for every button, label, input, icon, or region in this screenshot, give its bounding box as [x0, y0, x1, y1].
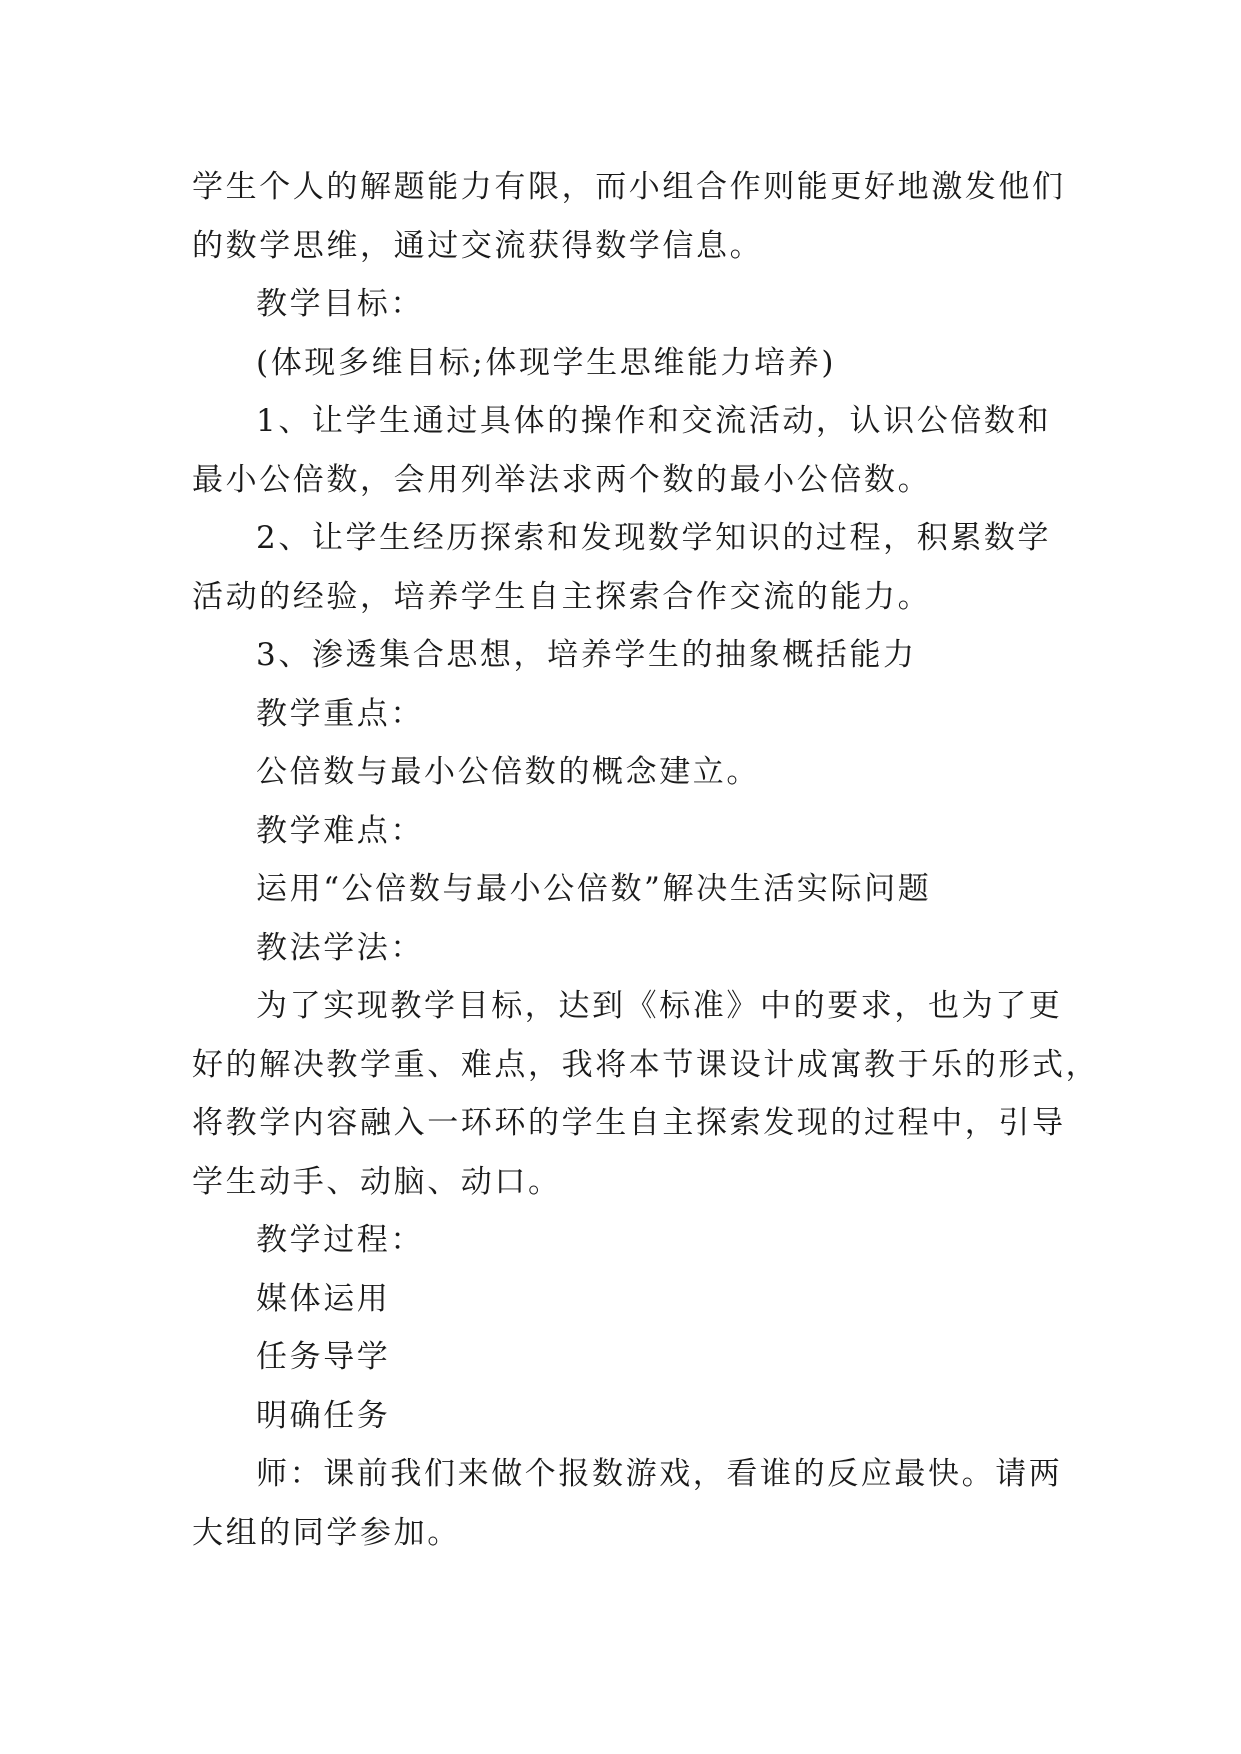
list-item: 3、渗透集合思想，培养学生的抽象概括能力 [256, 637, 917, 673]
text-line: 活动的经验，培养学生自主探索合作交流的能力。 [192, 578, 932, 615]
text-line: 将教学内容融入一环环的学生自主探索发现的过程中，引导 [192, 1105, 1066, 1141]
text-line: 的数学思维，通过交流获得数学信息。 [192, 227, 764, 264]
text-line: 公倍数与最小公倍数的概念建立。 [256, 754, 760, 790]
section-heading-difficulties: 教学难点： [256, 812, 424, 849]
list-item: 2、让学生经历探索和发现数学知识的过程，积累数学 [256, 520, 1052, 556]
text-line: 好的解决教学重、难点，我将本节课设计成寓教于乐的形式， [192, 1046, 1100, 1083]
section-heading-key-points: 教学重点： [256, 695, 424, 732]
text-line: 为了实现教学目标，达到《标准》中的要求，也为了更 [256, 988, 1063, 1024]
text-line: 学生动手、动脑、动口。 [192, 1163, 562, 1200]
section-heading-methods: 教法学法： [256, 929, 424, 966]
text-line: 任务导学 [256, 1339, 391, 1375]
text-line: 明确任务 [256, 1397, 391, 1434]
text-line: 媒体运用 [256, 1280, 391, 1317]
text-line: (体现多维目标;体现学生思维能力培养) [256, 344, 837, 381]
text-line: 最小公倍数，会用列举法求两个数的最小公倍数。 [192, 461, 932, 498]
section-heading-process: 教学过程： [256, 1222, 424, 1258]
text-line: 运用“公倍数与最小公倍数”解决生活实际问题 [256, 871, 932, 907]
section-heading-teaching-goals: 教学目标： [256, 286, 424, 322]
text-line: 大组的同学参加。 [192, 1514, 461, 1551]
text-line: 师：课前我们来做个报数游戏，看谁的反应最快。请两 [256, 1456, 1063, 1492]
text-line: 学生个人的解题能力有限，而小组合作则能更好地激发他们 [192, 169, 1066, 205]
document-body [192, 158, 1100, 1562]
list-item: 1、让学生通过具体的操作和交流活动，认识公倍数和 [256, 403, 1052, 439]
